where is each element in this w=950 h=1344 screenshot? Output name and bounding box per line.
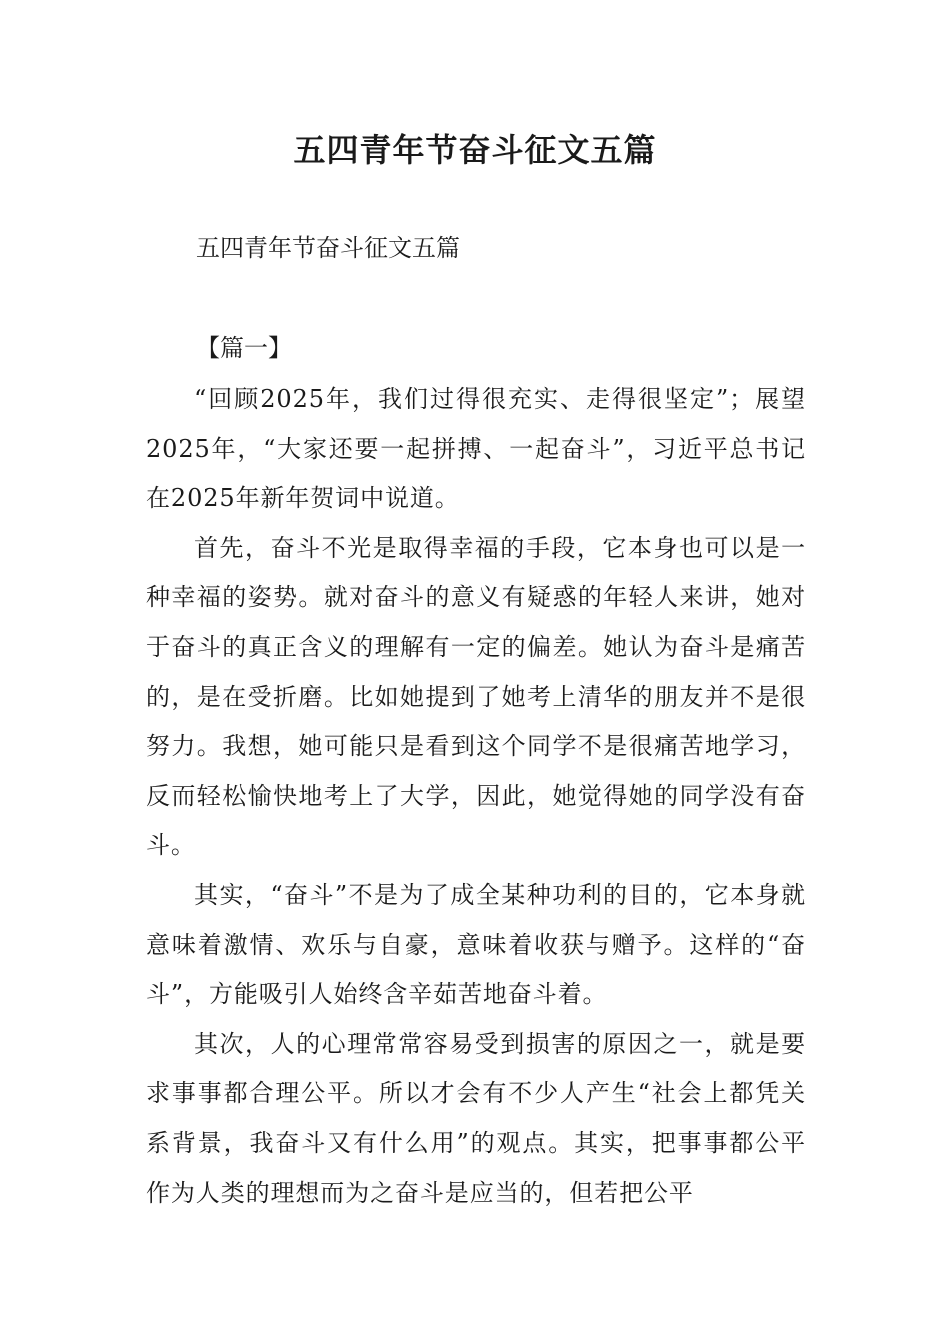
- section-heading: 【篇一】: [196, 334, 292, 362]
- paragraph: 首先，奋斗不光是取得幸福的手段，它本身也可以是一种幸福的姿势。就对奋斗的意义有疑惑的年轻人来讲，她对于奋斗的真正含义的理解有一定的偏差。她认为奋斗是痛苦的，是在受折磨。比如她提到了她考上清华的朋友并不是很努力。我想，她可能只是看到这个同学不是很痛苦地学习，反而轻松愉快地考上了大学，因此，她觉得她的同学没有奋斗。: [146, 533, 806, 860]
- paragraph: 其实，“奋斗”不是为了成全某种功利的目的，它本身就意味着激情、欢乐与自豪，意味着收获与赠予。这样的“奋斗”，方能吸引人始终含辛茹苦地奋斗着。: [146, 880, 806, 1009]
- document-body: [146, 375, 806, 1218]
- document-subtitle: 五四青年节奋斗征文五篇: [196, 234, 460, 262]
- document-title: 五四青年节奋斗征文五篇: [293, 131, 657, 169]
- paragraph: 其次，人的心理常常容易受到损害的原因之一，就是要求事事都合理公平。所以才会有不少人产生“社会上都凭关系背景，我奋斗又有什么用”的观点。其实，把事事都公平作为人类的理想而为之奋斗是应当的，但若把公平: [146, 1029, 806, 1207]
- paragraph: “回顾2025年，我们过得很充实、走得很坚定”；展望2025年，“大家还要一起拼搏、一起奋斗”，习近平总书记在2025年新年贺词中说道。: [146, 385, 806, 513]
